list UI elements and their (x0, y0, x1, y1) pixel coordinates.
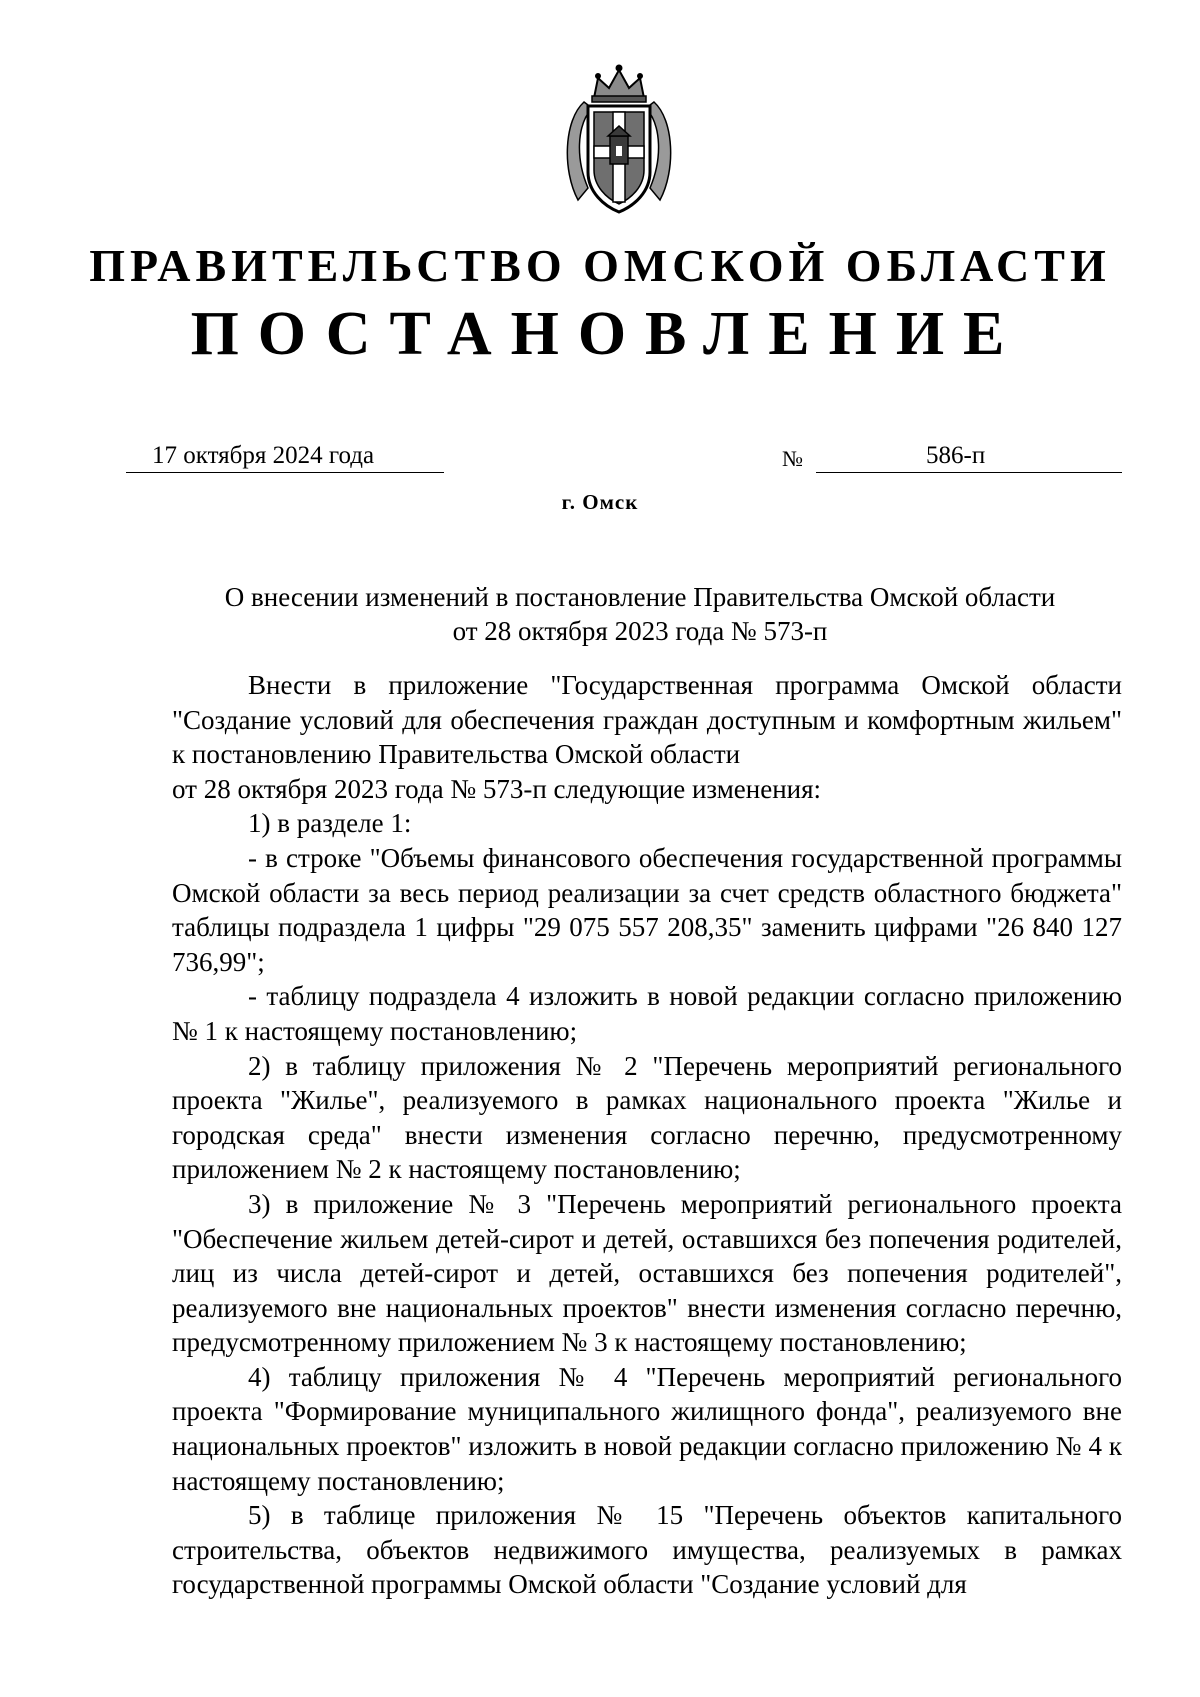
document-subject (160, 580, 1120, 648)
government-title: ПРАВИТЕЛЬСТВО ОМСКОЙ ОБЛАСТИ (89, 240, 1111, 291)
document-body (172, 668, 1122, 1602)
body-item-4: 4) таблицу приложения № 4 "Перечень мероприятий регионального проекта "Формирование муниципального жилищного фонда", реализуемого вне национальных проектов" изложить в новой редакции согласно приложению № 4 к настоящему постановлению; (172, 1361, 1122, 1496)
body-item-1-a: - в строке "Объемы финансового обеспечения государственной программы Омской области за весь период реализации за счет средств областного бюджета" таблицы подраздела 1 цифры "29 075 557 208,35" заменить цифрами "26 840 127 736,99"; (172, 842, 1122, 977)
document-number: 586-п (926, 442, 986, 469)
body-item-1: 1) в разделе 1: (248, 808, 412, 839)
document-date-field (126, 440, 444, 473)
coat-of-arms-icon (554, 60, 684, 220)
number-sign: № (782, 446, 803, 471)
document-date: 17 октября 2024 года (152, 442, 375, 469)
body-intro-tail: от 28 октября 2023 года № 573-п следующие изменения: (172, 773, 822, 804)
subject-line-2: от 28 октября 2023 года № 573-п (452, 616, 828, 646)
city-label: г. Омск (561, 490, 639, 514)
document-number-field (816, 440, 1122, 473)
subject-line-1: О внесении изменений в постановление Правительства Омской области (224, 582, 1056, 612)
document-type-title: ПОСТАНОВЛЕНИЕ (190, 300, 1024, 368)
body-intro: Внести в приложение "Государственная программа Омской области "Создание условий для обеспечения граждан доступным и комфортным жильем" к постановлению Правительства Омской области (172, 670, 1122, 770)
body-item-5: 5) в таблице приложения № 15 "Перечень объектов капитального строительства, объектов недвижимого имущества, реализуемых в рамках государственной программы Омской области "Создание условий для (172, 1500, 1122, 1600)
body-item-3: 3) в приложение № 3 "Перечень мероприятий регионального проекта "Обеспечение жильем детей-сирот и детей, оставшихся без попечения родителей, лиц из числа детей-сирот и детей, оставшихся без попечения родителей", реализуемого вне национальных проектов" внести изменения согласно перечню, предусмотренному приложением № 3 к настоящему постановлению; (172, 1188, 1122, 1358)
body-item-2: 2) в таблицу приложения № 2 "Перечень мероприятий регионального проекта "Жилье", реализуемого в рамках национального проекта "Жилье и городская среда" внести изменения согласно перечню, предусмотренному приложением № 2 к настоящему постановлению; (172, 1050, 1122, 1185)
body-item-1-b: - таблицу подраздела 4 изложить в новой редакции согласно приложению № 1 к настоящему постановлению; (172, 981, 1122, 1046)
